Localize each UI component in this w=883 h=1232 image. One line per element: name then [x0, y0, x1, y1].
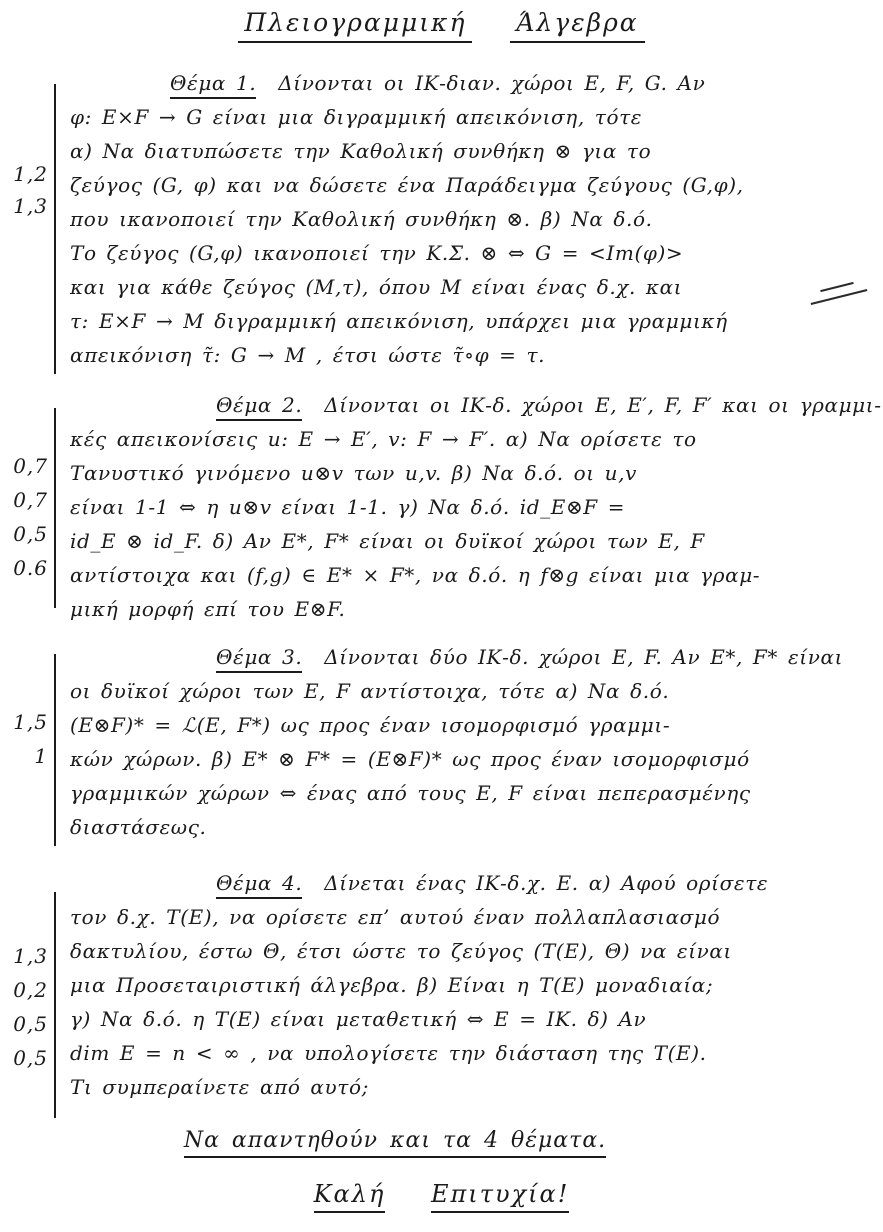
footer-instruction-text: Να απαντηθούν και τα 4 θέματα. [184, 1128, 606, 1158]
theme-2-text [56, 388, 883, 626]
theme-line: και για κάθε ζεύγος (Μ,τ), όπου Μ είναι ένας δ.χ. και [70, 275, 683, 299]
theme-line: γ) Να δ.ό. η T(E) είναι μεταθετική ⇔ E = ΙΚ. δ) Αν [70, 1007, 647, 1031]
theme-line: dim E = n < ∞ , να υπολογίσετε την διάσταση της T(E). [70, 1041, 707, 1065]
theme-line [70, 388, 883, 422]
theme-4-block [0, 866, 883, 1118]
theme-3-text [56, 640, 883, 844]
theme-line: απεικόνιση τ̃: G → Μ , έτσι ώστε τ̃∘φ = τ. [70, 343, 546, 367]
mark-value: 1,5 [13, 710, 48, 734]
theme-line: Τανυστικό γινόμενο u⊗v των u,v. β) Να δ.ό. οι u,v [70, 461, 637, 485]
theme-line: κών χώρων. β) E* ⊗ F* = (E⊗F)* ως προς έναν ισομορφισμό [70, 747, 750, 771]
theme-4-heading: Θέμα 4. [216, 871, 302, 899]
mark-value: 0,5 [13, 1046, 48, 1070]
mark-value: 0,2 [13, 978, 48, 1002]
theme-line: μια Προσεταιριστική άλγεβρα. β) Είναι η T(E) μοναδιαία; [70, 973, 714, 997]
mark-value: 1,3 [13, 194, 48, 218]
theme-4-text [56, 866, 883, 1104]
mark-value: 1 [34, 744, 48, 768]
theme-2-block [0, 388, 883, 626]
theme-line: διαστάσεως. [70, 815, 207, 839]
theme-line: κές απεικονίσεις u: E → E′, v: F → F′. α) Να ορίσετε το [70, 427, 697, 451]
theme-line: είναι 1-1 ⇔ η u⊗v είναι 1-1. γ) Να δ.ό. id_E⊗F = [70, 495, 626, 519]
theme-line: Το ζεύγος (G,φ) ικανοποιεί την Κ.Σ. ⊗ ⇔ G = <Im(φ)> [70, 241, 684, 265]
page-title [0, 8, 883, 43]
theme-line: Τι συμπεραίνετε από αυτό; [70, 1075, 369, 1099]
theme-line: ζεύγος (G, φ) και να δώσετε ένα Παράδειγμα ζεύγους (G,φ), [70, 173, 744, 197]
theme-line: τον δ.χ. T(E), να ορίσετε επ’ αυτού έναν πολλαπλασιασμό [70, 905, 721, 929]
mark-value: 1,2 [13, 162, 48, 186]
theme-line: αντίστοιχα και (f,g) ∈ E* × F*, να δ.ό. η f⊗g είναι μια γραμ- [70, 563, 761, 587]
mark-value: 0,7 [13, 454, 48, 478]
stray-pen-marks [802, 284, 872, 308]
mark-value: 0,5 [13, 522, 48, 546]
theme-line: δακτυλίου, έστω Θ, έτσι ώστε το ζεύγος (T(E), Θ) να είναι [70, 939, 732, 963]
footer-instruction [0, 1128, 790, 1153]
theme-line-text: Δίνονται οι ΙΚ-διαν. χώροι E, F, G. Αν [278, 71, 706, 95]
theme-line: μική μορφή επί του E⊗F. [70, 597, 346, 621]
theme-line: οι δυϊκοί χώροι των E, F αντίστοιχα, τότε α) Να δ.ό. [70, 679, 670, 703]
pen-slash [820, 282, 853, 292]
theme-line: id_E ⊗ id_F. δ) Αν E*, F* είναι οι δυϊκοί χώροι των E, F [70, 529, 705, 553]
theme-line: (E⊗F)* = ℒ(E, F*) ως προς έναν ισομορφισμό γραμμι- [70, 713, 671, 737]
theme-line-text: Δίνονται δύο ΙΚ-δ. χώροι E, F. Αν E*, F* είναι [324, 645, 844, 669]
title-word-2: Άλγεβρα [510, 8, 644, 43]
closing-word-1: Καλή [314, 1180, 386, 1213]
pen-slash [811, 289, 868, 305]
theme-1-heading: Θέμα 1. [170, 71, 256, 99]
mark-value: 0.6 [13, 556, 48, 580]
theme-3-heading: Θέμα 3. [216, 645, 302, 673]
theme-line [70, 866, 883, 900]
theme-line: φ: E×F → G είναι μια διγραμμική απεικόνιση, τότε [70, 105, 643, 129]
theme-line-text: Δίνεται ένας ΙΚ-δ.χ. E. α) Αφού ορίσετε [324, 871, 769, 895]
theme-line-text: Δίνονται οι ΙΚ-δ. χώροι E, E′, F, F′ και οι γραμμι- [324, 393, 882, 417]
theme-2-heading: Θέμα 2. [216, 393, 302, 421]
closing-word-2: Επιτυχία! [431, 1180, 569, 1213]
theme-1-text [56, 66, 883, 372]
title-word-1: Πλειογραμμική [238, 8, 472, 43]
theme-3-block [0, 640, 883, 846]
theme-line: α) Να διατυπώσετε την Καθολική συνθήκη ⊗ για το [70, 139, 652, 163]
mark-value: 0,7 [13, 488, 48, 512]
footer-closing [0, 1180, 883, 1213]
theme-line [70, 640, 883, 674]
theme-line: που ικανοποιεί την Καθολική συνθήκη ⊗. β) Να δ.ό. [70, 207, 653, 231]
theme-line [70, 66, 883, 100]
theme-1-block [0, 66, 883, 374]
mark-value: 0,5 [13, 1012, 48, 1036]
mark-value: 1,3 [13, 944, 48, 968]
theme-line: τ: E×F → Μ διγραμμική απεικόνιση, υπάρχει μια γραμμική [70, 309, 728, 333]
theme-line: γραμμικών χώρων ⇔ ένας από τους E, F είναι πεπερασμένης [70, 781, 751, 805]
